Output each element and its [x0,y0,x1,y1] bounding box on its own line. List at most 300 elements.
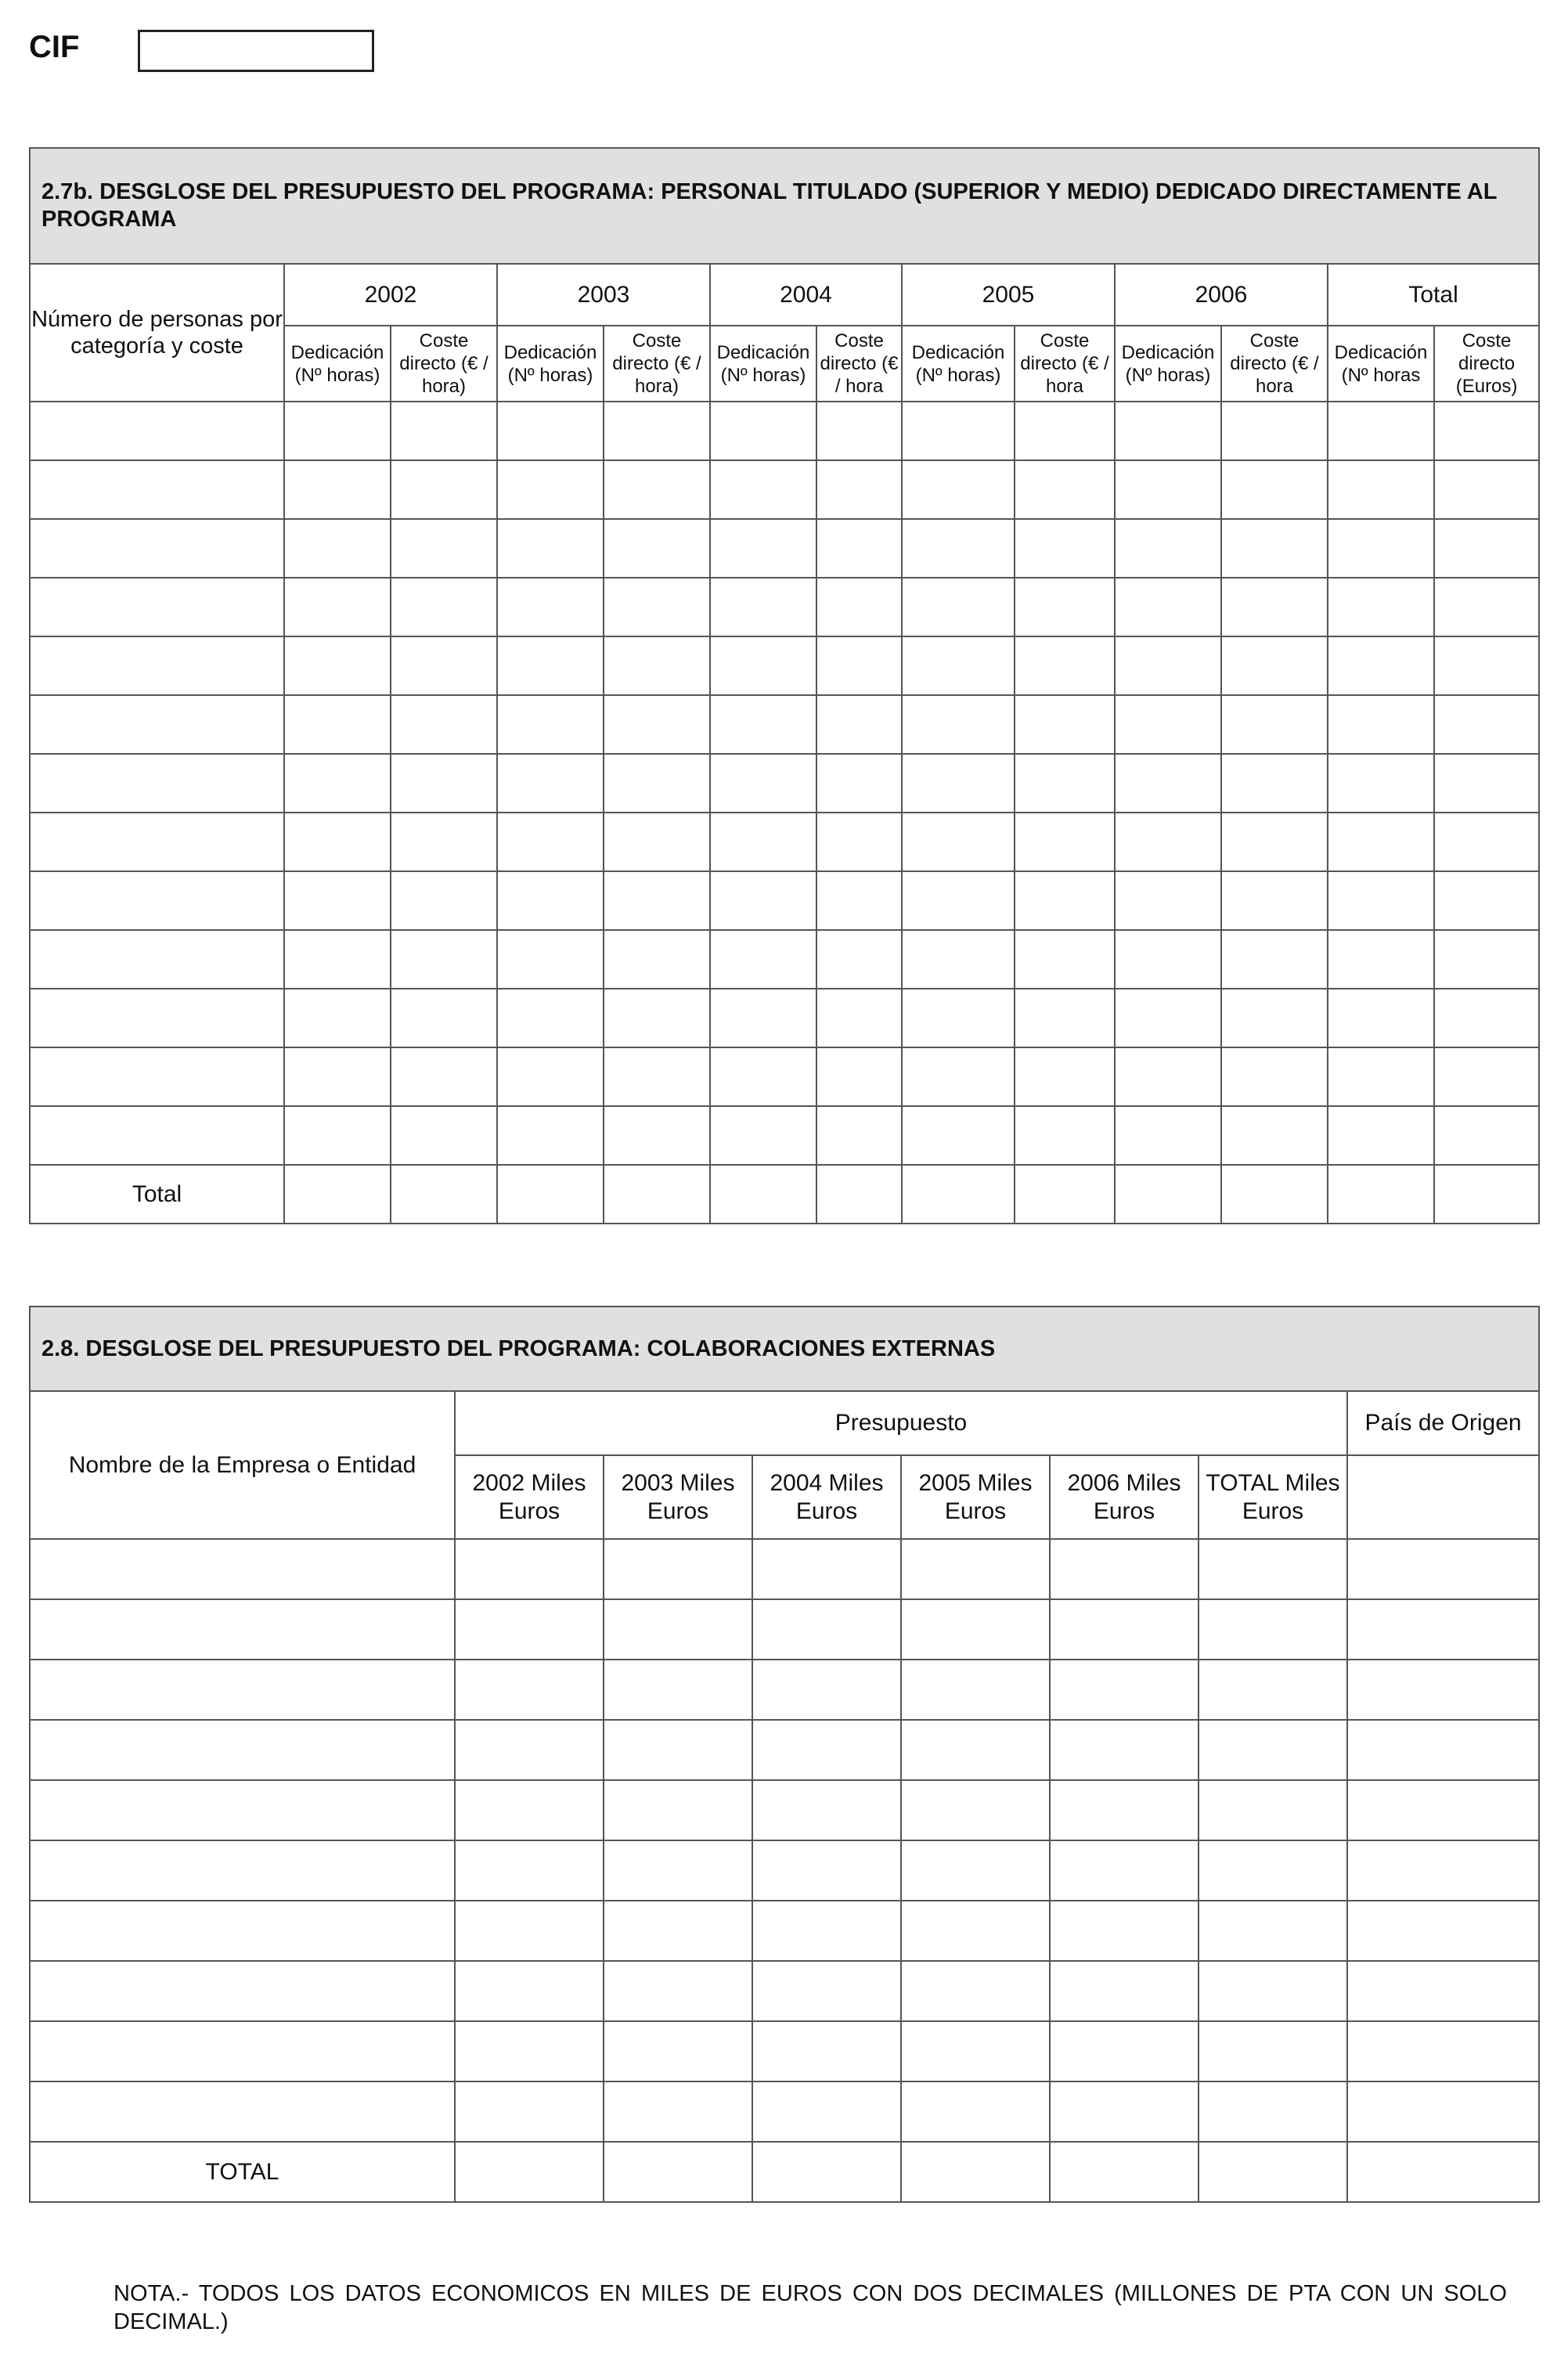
value-cell[interactable] [391,402,497,460]
budget-cell[interactable] [1199,2081,1347,2142]
budget-cell[interactable] [1199,2021,1347,2081]
budget-cell[interactable] [1050,1660,1199,1720]
budget-cell[interactable] [752,2081,901,2142]
value-cell[interactable] [391,754,497,813]
value-cell[interactable] [816,519,902,578]
value-cell[interactable] [604,695,710,754]
value-cell[interactable] [497,460,604,519]
value-cell[interactable] [497,695,604,754]
table-row [30,1047,1539,1106]
value-cell[interactable] [284,578,391,636]
value-cell[interactable] [1015,460,1115,519]
budget-cell[interactable] [604,1901,752,1961]
value-cell[interactable] [284,1106,391,1165]
budget-cell[interactable] [752,1539,901,1599]
entity-cell[interactable] [30,1660,455,1720]
budget-cell[interactable] [752,1720,901,1780]
value-cell[interactable] [497,813,604,871]
value-cell[interactable] [902,1106,1015,1165]
value-cell[interactable] [902,460,1015,519]
value-cell[interactable] [902,1047,1015,1106]
value-cell[interactable] [284,930,391,989]
value-cell[interactable] [284,813,391,871]
value-cell[interactable] [710,636,816,695]
dedicacion-header: Dedicación (Nº horas) [284,326,391,402]
budget-year-header: 2003 Miles Euros [604,1455,752,1539]
country-cell[interactable] [1347,1901,1539,1961]
value-cell[interactable] [1434,402,1539,460]
budget-cell[interactable] [1199,1840,1347,1901]
category-cell[interactable] [30,519,284,578]
value-cell[interactable] [816,871,902,930]
budget-cell[interactable] [752,1840,901,1901]
dedicacion-header: Dedicación (Nº horas) [902,326,1015,402]
value-cell[interactable] [1015,930,1115,989]
value-cell[interactable] [497,1047,604,1106]
value-cell[interactable] [1434,989,1539,1047]
value-cell[interactable] [816,636,902,695]
value-cell[interactable] [284,460,391,519]
category-cell[interactable] [30,989,284,1047]
category-header: Número de personas por categoría y coste [30,264,284,402]
value-cell[interactable] [1434,460,1539,519]
budget-cell[interactable] [752,2021,901,2081]
budget-cell[interactable] [1050,1901,1199,1961]
value-cell[interactable] [604,930,710,989]
category-cell[interactable] [30,578,284,636]
entity-cell[interactable] [30,1720,455,1780]
value-cell[interactable] [1328,402,1434,460]
value-cell[interactable] [1328,636,1434,695]
value-cell[interactable] [1015,989,1115,1047]
value-cell[interactable] [497,1106,604,1165]
value-cell[interactable] [902,402,1015,460]
coste-header: Coste directo (€ / hora) [391,326,497,402]
budget-cell[interactable] [1050,1599,1199,1660]
value-cell[interactable] [391,578,497,636]
value-cell[interactable] [1328,578,1434,636]
value-cell[interactable] [1328,989,1434,1047]
value-cell[interactable] [1221,519,1328,578]
value-cell[interactable] [284,871,391,930]
entity-cell[interactable] [30,1840,455,1901]
value-cell[interactable] [1115,402,1221,460]
value-cell[interactable] [816,402,902,460]
budget-cell[interactable] [455,1660,604,1720]
entity-cell[interactable] [30,1539,455,1599]
value-cell[interactable] [1015,754,1115,813]
entity-cell[interactable] [30,1961,455,2021]
budget-cell[interactable] [1199,1720,1347,1780]
value-cell[interactable] [710,1165,816,1224]
value-cell[interactable] [1328,871,1434,930]
value-cell[interactable] [497,871,604,930]
value-cell[interactable] [902,578,1015,636]
value-cell[interactable] [497,402,604,460]
value-cell[interactable] [1434,695,1539,754]
cif-label: CIF [29,30,80,64]
entity-cell[interactable] [30,1780,455,1840]
value-cell[interactable] [1434,813,1539,871]
budget-cell[interactable] [901,2021,1050,2081]
budget-cell[interactable] [752,1599,901,1660]
value-cell[interactable] [1115,1047,1221,1106]
budget-cell[interactable] [455,2142,604,2202]
value-cell[interactable] [604,1165,710,1224]
value-cell[interactable] [1434,754,1539,813]
value-cell[interactable] [391,1106,497,1165]
table-row [30,1780,1539,1840]
value-cell[interactable] [1015,1047,1115,1106]
value-cell[interactable] [710,519,816,578]
value-cell[interactable] [816,1047,902,1106]
table-row [30,1901,1539,1961]
value-cell[interactable] [1115,989,1221,1047]
table-row [30,2021,1539,2081]
country-cell[interactable] [1347,2021,1539,2081]
budget-cell[interactable] [1199,1539,1347,1599]
value-cell[interactable] [710,460,816,519]
budget-cell[interactable] [752,1780,901,1840]
budget-cell[interactable] [1199,2142,1347,2202]
budget-cell[interactable] [901,1539,1050,1599]
value-cell[interactable] [1221,578,1328,636]
budget-cell[interactable] [455,1840,604,1901]
value-cell[interactable] [1221,460,1328,519]
value-cell[interactable] [902,813,1015,871]
budget-cell[interactable] [752,1660,901,1720]
value-cell[interactable] [902,871,1015,930]
value-cell[interactable] [391,871,497,930]
value-cell[interactable] [1434,636,1539,695]
value-cell[interactable] [1221,402,1328,460]
value-cell[interactable] [1015,402,1115,460]
value-cell[interactable] [1115,754,1221,813]
budget-cell[interactable] [455,1961,604,2021]
value-cell[interactable] [604,1047,710,1106]
value-cell[interactable] [497,578,604,636]
value-cell[interactable] [391,636,497,695]
budget-cell[interactable] [752,1901,901,1961]
value-cell[interactable] [497,754,604,813]
category-cell[interactable] [30,1047,284,1106]
value-cell[interactable] [1015,519,1115,578]
budget-cell[interactable] [901,1720,1050,1780]
country-cell[interactable] [1347,1660,1539,1720]
budget-cell[interactable] [604,1660,752,1720]
value-cell[interactable] [284,695,391,754]
value-cell[interactable] [284,754,391,813]
category-cell[interactable] [30,460,284,519]
budget-cell[interactable] [1199,1901,1347,1961]
country-cell[interactable] [1347,1780,1539,1840]
value-cell[interactable] [816,578,902,636]
budget-year-header: 2004 Miles Euros [752,1455,901,1539]
table-row [30,695,1539,754]
value-cell[interactable] [1434,578,1539,636]
budget-cell[interactable] [752,1961,901,2021]
country-subheader-blank [1347,1455,1539,1539]
value-cell[interactable] [816,930,902,989]
budget-cell[interactable] [455,1901,604,1961]
value-cell[interactable] [284,989,391,1047]
value-cell[interactable] [902,519,1015,578]
table-row [30,754,1539,813]
budget-cell[interactable] [752,2142,901,2202]
country-cell[interactable] [1347,2142,1539,2202]
value-cell[interactable] [497,519,604,578]
value-cell[interactable] [497,636,604,695]
value-cell[interactable] [710,695,816,754]
value-cell[interactable] [391,1165,497,1224]
value-cell[interactable] [816,1106,902,1165]
budget-cell[interactable] [604,2081,752,2142]
value-cell[interactable] [497,989,604,1047]
budget-cell[interactable] [901,1660,1050,1720]
value-cell[interactable] [1015,871,1115,930]
country-cell[interactable] [1347,1539,1539,1599]
budget-cell[interactable] [604,2142,752,2202]
value-cell[interactable] [284,402,391,460]
value-cell[interactable] [710,871,816,930]
country-cell[interactable] [1347,1961,1539,2021]
value-cell[interactable] [710,813,816,871]
budget-cell[interactable] [901,1599,1050,1660]
value-cell[interactable] [1434,930,1539,989]
value-cell[interactable] [284,1165,391,1224]
budget-cell[interactable] [604,1780,752,1840]
value-cell[interactable] [816,754,902,813]
value-cell[interactable] [391,519,497,578]
entity-header: Nombre de la Empresa o Entidad [30,1391,455,1539]
budget-cell[interactable] [901,1780,1050,1840]
category-cell[interactable] [30,754,284,813]
value-cell[interactable] [1221,636,1328,695]
category-cell[interactable] [30,813,284,871]
budget-cell[interactable] [1050,2142,1199,2202]
dedicacion-header: Dedicación (Nº horas [1328,326,1434,402]
value-cell[interactable] [902,636,1015,695]
category-cell[interactable] [30,695,284,754]
value-cell[interactable] [604,754,710,813]
budget-cell[interactable] [901,1901,1050,1961]
value-cell[interactable] [816,813,902,871]
value-cell[interactable] [902,1165,1015,1224]
value-cell[interactable] [604,989,710,1047]
value-cell[interactable] [497,930,604,989]
budget-cell[interactable] [455,2021,604,2081]
entity-cell[interactable] [30,2021,455,2081]
country-cell[interactable] [1347,1840,1539,1901]
budget-cell[interactable] [1199,1961,1347,2021]
table-row [30,1660,1539,1720]
country-cell[interactable] [1347,2081,1539,2142]
value-cell[interactable] [1328,1106,1434,1165]
budget-cell[interactable] [1050,1961,1199,2021]
value-cell[interactable] [604,1106,710,1165]
country-cell[interactable] [1347,1599,1539,1660]
value-cell[interactable] [1221,871,1328,930]
dedicacion-header: Dedicación (Nº horas) [1115,326,1221,402]
budget-cell[interactable] [604,2021,752,2081]
value-cell[interactable] [284,519,391,578]
budget-cell[interactable] [901,1961,1050,2021]
budget-cell[interactable] [1050,2021,1199,2081]
value-cell[interactable] [902,754,1015,813]
entity-cell[interactable] [30,1901,455,1961]
value-cell[interactable] [604,519,710,578]
value-cell[interactable] [1115,578,1221,636]
value-cell[interactable] [1115,519,1221,578]
value-cell[interactable] [710,578,816,636]
budget-cell[interactable] [1050,1539,1199,1599]
value-cell[interactable] [1221,1106,1328,1165]
budget-cell[interactable] [1050,2081,1199,2142]
value-cell[interactable] [391,1047,497,1106]
category-cell[interactable] [30,871,284,930]
category-cell[interactable] [30,402,284,460]
budget-cell[interactable] [1050,1780,1199,1840]
value-cell[interactable] [1015,636,1115,695]
value-cell[interactable] [391,930,497,989]
value-cell[interactable] [1434,1047,1539,1106]
value-cell[interactable] [902,989,1015,1047]
value-cell[interactable] [1221,695,1328,754]
value-cell[interactable] [1015,695,1115,754]
year-header: 2004 [710,264,902,326]
budget-cell[interactable] [455,1720,604,1780]
budget-cell[interactable] [604,1720,752,1780]
value-cell[interactable] [284,636,391,695]
value-cell[interactable] [816,460,902,519]
table-row [30,519,1539,578]
value-cell[interactable] [710,754,816,813]
budget-cell[interactable] [455,1539,604,1599]
value-cell[interactable] [604,578,710,636]
value-cell[interactable] [1115,871,1221,930]
value-cell[interactable] [1328,1165,1434,1224]
value-cell[interactable] [1328,1047,1434,1106]
value-cell[interactable] [284,1047,391,1106]
budget-cell[interactable] [455,1599,604,1660]
total-row [30,1165,1539,1224]
value-cell[interactable] [1434,1106,1539,1165]
value-cell[interactable] [1221,989,1328,1047]
value-cell[interactable] [1115,460,1221,519]
value-cell[interactable] [391,989,497,1047]
budget-year-header: 2002 Miles Euros [455,1455,604,1539]
value-cell[interactable] [1328,519,1434,578]
budget-cell[interactable] [604,1539,752,1599]
value-cell[interactable] [1328,460,1434,519]
value-cell[interactable] [1115,813,1221,871]
value-cell[interactable] [1434,1165,1539,1224]
value-cell[interactable] [604,402,710,460]
value-cell[interactable] [816,1165,902,1224]
cif-input[interactable] [138,30,374,72]
value-cell[interactable] [1015,1165,1115,1224]
value-cell[interactable] [710,989,816,1047]
value-cell[interactable] [710,1047,816,1106]
entity-cell[interactable] [30,1599,455,1660]
year-header: 2002 [284,264,497,326]
value-cell[interactable] [902,930,1015,989]
value-cell[interactable] [710,1106,816,1165]
category-cell[interactable] [30,636,284,695]
value-cell[interactable] [902,695,1015,754]
coste-header: Coste directo (Euros) [1434,326,1539,402]
value-cell[interactable] [497,1165,604,1224]
category-cell[interactable] [30,930,284,989]
value-cell[interactable] [1328,695,1434,754]
budget-cell[interactable] [604,1840,752,1901]
category-cell[interactable] [30,1106,284,1165]
budget-cell[interactable] [901,1840,1050,1901]
value-cell[interactable] [1115,930,1221,989]
value-cell[interactable] [604,871,710,930]
value-cell[interactable] [710,402,816,460]
value-cell[interactable] [1115,1165,1221,1224]
value-cell[interactable] [1015,578,1115,636]
value-cell[interactable] [604,636,710,695]
value-cell[interactable] [1015,1106,1115,1165]
value-cell[interactable] [1434,519,1539,578]
value-cell[interactable] [1221,1165,1328,1224]
budget-cell[interactable] [1199,1660,1347,1720]
value-cell[interactable] [1221,1047,1328,1106]
value-cell[interactable] [1015,813,1115,871]
value-cell[interactable] [1328,813,1434,871]
budget-cell[interactable] [901,2142,1050,2202]
table-row [30,2081,1539,2142]
value-cell[interactable] [391,460,497,519]
value-cell[interactable] [816,989,902,1047]
dedicacion-header: Dedicación (Nº horas) [497,326,604,402]
value-cell[interactable] [604,813,710,871]
value-cell[interactable] [391,813,497,871]
budget-cell[interactable] [455,2081,604,2142]
table-row [30,1106,1539,1165]
value-cell[interactable] [1434,871,1539,930]
budget-cell[interactable] [1050,1840,1199,1901]
budget-cell[interactable] [901,2081,1050,2142]
value-cell[interactable] [1328,930,1434,989]
value-cell[interactable] [604,460,710,519]
value-cell[interactable] [1115,695,1221,754]
value-cell[interactable] [1328,754,1434,813]
value-cell[interactable] [1221,930,1328,989]
budget-cell[interactable] [1050,1720,1199,1780]
entity-cell[interactable] [30,2081,455,2142]
value-cell[interactable] [816,695,902,754]
coste-header: Coste directo (€ / hora) [604,326,710,402]
value-cell[interactable] [1221,813,1328,871]
budget-cell[interactable] [1199,1780,1347,1840]
budget-cell[interactable] [604,1961,752,2021]
value-cell[interactable] [1115,636,1221,695]
country-cell[interactable] [1347,1720,1539,1780]
budget-cell[interactable] [455,1780,604,1840]
value-cell[interactable] [1115,1106,1221,1165]
budget-cell[interactable] [604,1599,752,1660]
section-title-2-8: 2.8. DESGLOSE DEL PRESUPUESTO DEL PROGRAMA: COLABORACIONES EXTERNAS [30,1307,1539,1391]
value-cell[interactable] [710,930,816,989]
value-cell[interactable] [1221,754,1328,813]
dedicacion-header: Dedicación (Nº horas) [710,326,816,402]
value-cell[interactable] [391,695,497,754]
budget-cell[interactable] [1199,1599,1347,1660]
section-title-2-7b: 2.7b. DESGLOSE DEL PRESUPUESTO DEL PROGRAMA: PERSONAL TITULADO (SUPERIOR Y MEDIO) DEDICADO DIRECTAMENTE AL PROGRAMA [30,148,1539,264]
